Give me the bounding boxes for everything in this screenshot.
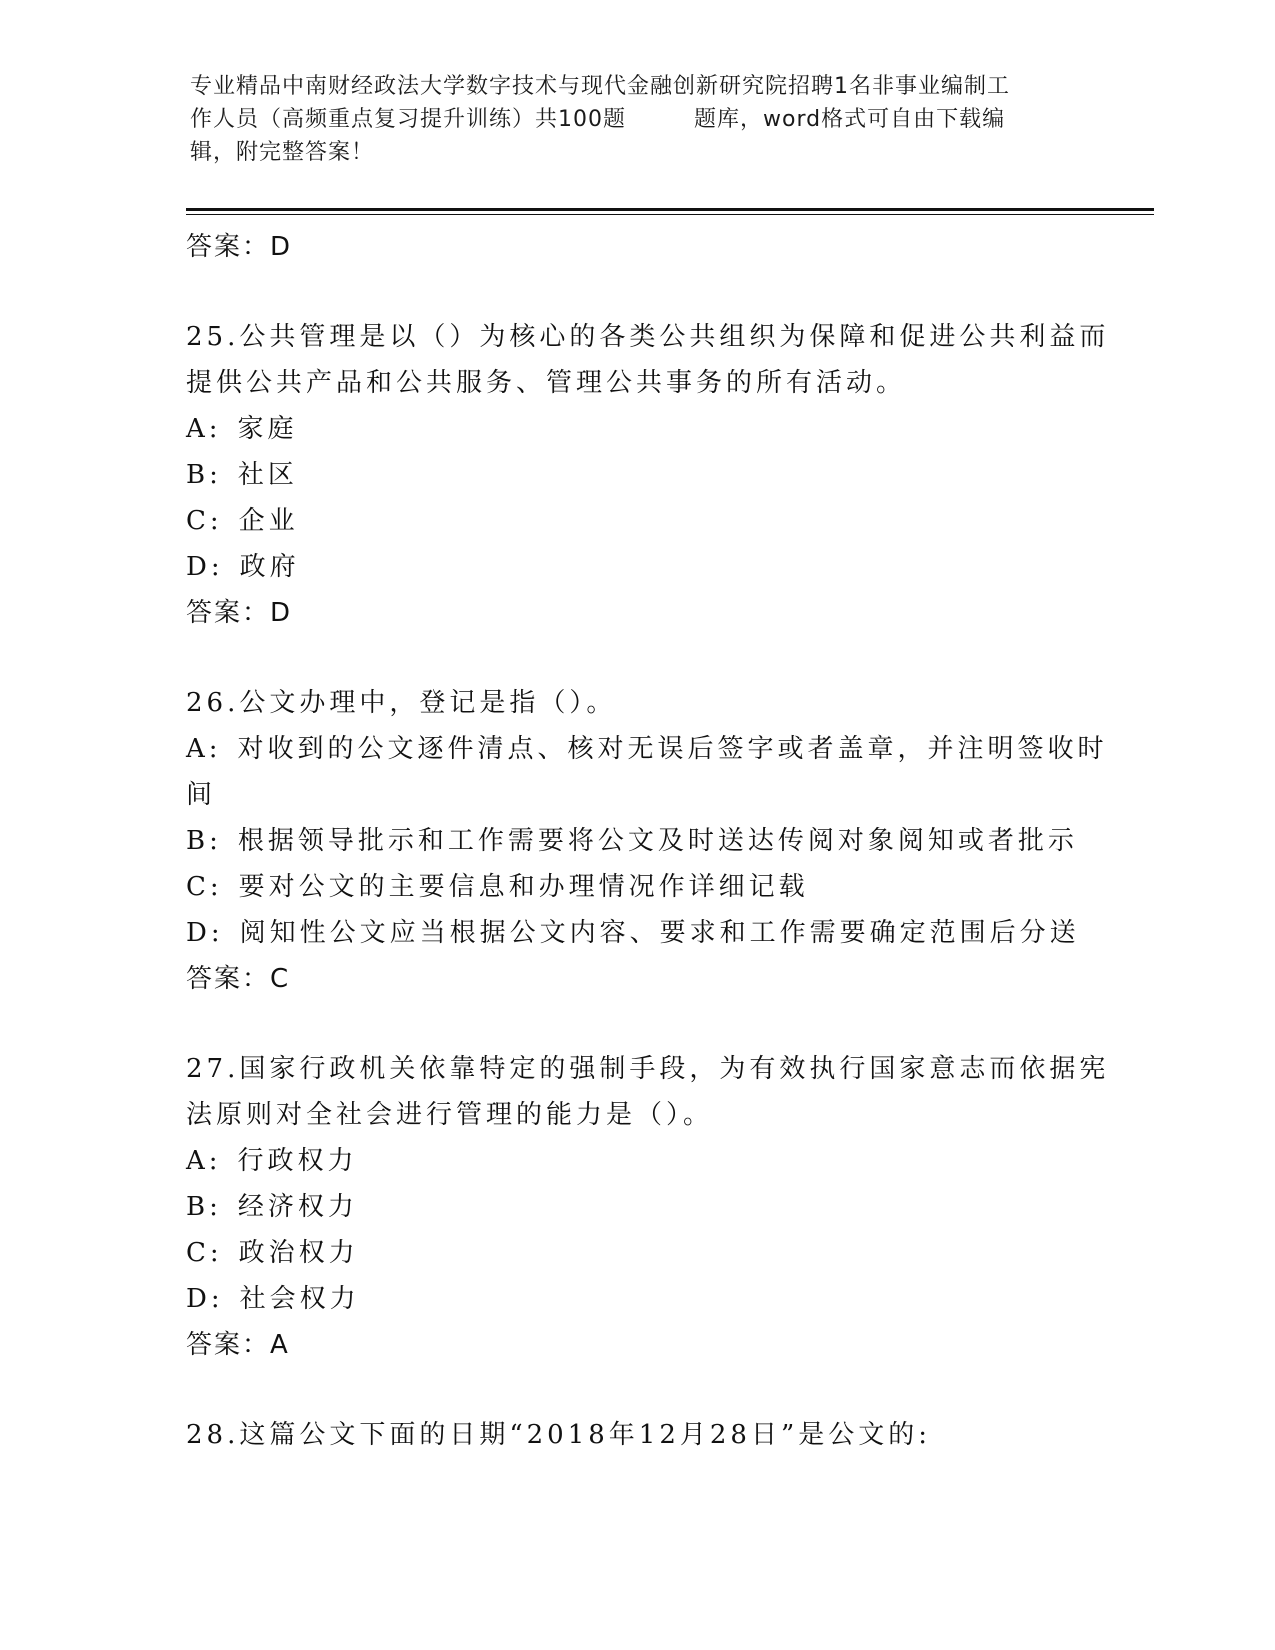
option-a: A: 对收到的公文逐件清点、核对无误后签字或者盖章，并注明签收时 [186,734,1108,764]
answer-line: 答案：D [186,598,293,628]
question-stem: 25.公共管理是以（）为核心的各类公共组织为保障和促进公共利益而 [186,322,1110,352]
header-line-2b: 题库，word格式可自由下载编 [694,107,1006,132]
header-line-3: 辑，附完整答案！ [190,140,375,165]
option-d: D: 政府 [186,552,300,582]
document-header [190,70,1090,169]
option-b: B: 社区 [186,460,298,490]
answer-value: C [270,964,291,994]
question-stem: 28.这篇公文下面的日期“2018年12月28日”是公文的: [186,1420,932,1450]
header-divider [186,208,1154,211]
option-b: B: 经济权力 [186,1192,358,1222]
option-a-cont: 间 [186,780,217,810]
answer-value: D [270,232,293,262]
header-line-2a: 作人员（高频重点复习提升训练）共100题 [190,107,626,132]
header-divider-thin [186,214,1154,215]
header-line-2 [190,103,1090,136]
question-28 [186,1412,1086,1458]
question-25 [186,314,1110,636]
option-c: C: 政治权力 [186,1238,359,1268]
option-d: D: 社会权力 [186,1284,360,1314]
question-list [186,224,1110,1458]
question-stem: 26.公文办理中，登记是指（）。 [186,688,617,718]
question-stem-cont: 提供公共产品和公共服务、管理公共事务的所有活动。 [186,368,907,398]
option-a: A: 行政权力 [186,1146,358,1176]
option-d: D: 阅知性公文应当根据公文内容、要求和工作需要确定范围后分送 [186,918,1080,948]
answer-line: 答案：D [186,232,293,262]
question-26 [186,680,1108,1002]
answer-line: 答案：A [186,1330,290,1360]
option-c: C: 要对公文的主要信息和办理情况作详细记载 [186,872,809,902]
option-c: C: 企业 [186,506,299,536]
answer-value: D [270,598,293,628]
header-line-1: 专业精品中南财经政法大学数字技术与现代金融创新研究院招聘1名非事业编制工 [190,74,1010,99]
question-stem-cont: 法原则对全社会进行管理的能力是（）。 [186,1100,714,1130]
answer-value: A [270,1330,290,1360]
option-a: A: 家庭 [186,414,298,444]
question-stem: 27.国家行政机关依靠特定的强制手段，为有效执行国家意志而依据宪 [186,1054,1110,1084]
answer-line: 答案：C [186,964,291,994]
option-b: B: 根据领导批示和工作需要将公文及时送达传阅对象阅知或者批示 [186,826,1078,856]
question-27 [186,1046,1110,1368]
